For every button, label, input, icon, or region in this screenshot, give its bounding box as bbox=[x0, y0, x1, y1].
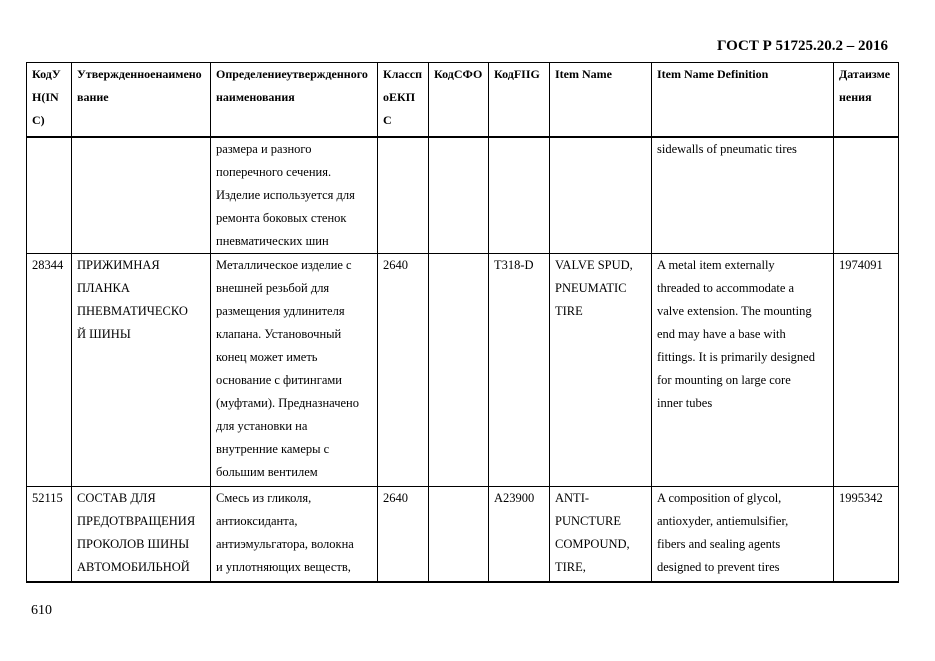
table-row bbox=[27, 137, 899, 254]
cell-text-line: A metal item externally bbox=[657, 257, 775, 272]
cell-text-line: A23900 bbox=[494, 490, 535, 505]
column-header-fiig-code bbox=[489, 63, 550, 137]
cell-item-name-definition bbox=[652, 486, 834, 582]
header-text-line: Код bbox=[32, 67, 52, 81]
cell-sfo-code bbox=[429, 253, 489, 486]
cell-text-line: и уплотняющих веществ, bbox=[216, 559, 351, 574]
cell-item-name-definition bbox=[652, 253, 834, 486]
cell-text-line: Й ШИНЫ bbox=[77, 326, 131, 341]
cell-text-line: 28344 bbox=[32, 257, 64, 272]
cell-change-date bbox=[834, 253, 899, 486]
header-text-line: Item Name bbox=[555, 67, 612, 81]
cell-approved-name bbox=[72, 486, 211, 582]
column-header-definition bbox=[211, 63, 378, 137]
cell-text-line: COMPOUND, bbox=[555, 536, 630, 551]
column-header-item-name bbox=[550, 63, 652, 137]
column-header-item-name-definition bbox=[652, 63, 834, 137]
cell-text-line: TIRE, bbox=[555, 559, 586, 574]
column-header-change-date bbox=[834, 63, 899, 137]
header-text-line: ЕКПС bbox=[383, 90, 416, 127]
cell-definition bbox=[211, 253, 378, 486]
cell-text-line: valve extension. The mounting bbox=[657, 303, 812, 318]
cell-text-line: пневматических шин bbox=[216, 233, 329, 248]
header-text-line: Класс bbox=[383, 67, 416, 81]
cell-text-line: ремонта боковых стенок bbox=[216, 210, 347, 225]
header-text-line: изменен bbox=[839, 67, 891, 104]
header-text-line: Код bbox=[494, 67, 514, 81]
cell-text-line: antioxyder, antiemulsifier, bbox=[657, 513, 789, 528]
cell-text-line: размещения удлинителя bbox=[216, 303, 345, 318]
header-text-line: наименования bbox=[216, 90, 295, 104]
header-text-line: наименование bbox=[77, 67, 202, 104]
cell-text-line: 1995342 bbox=[839, 490, 883, 505]
cell-text-line: fittings. It is primarily designed bbox=[657, 349, 815, 364]
cell-text-line: антиэмульгатора, волокна bbox=[216, 536, 354, 551]
cell-text-line: sidewalls of pneumatic tires bbox=[657, 141, 797, 156]
cell-item-name bbox=[550, 486, 652, 582]
cell-fiig-code bbox=[489, 486, 550, 582]
cell-text-line: ANTI- bbox=[555, 490, 590, 505]
header-text-line: УН bbox=[32, 67, 61, 104]
cell-text-line: TIRE bbox=[555, 303, 583, 318]
cell-text-line: Смесь из гликоля, bbox=[216, 490, 312, 505]
cell-text-line: threaded to accommodate a bbox=[657, 280, 795, 295]
cell-text-line: поперечного сечения. bbox=[216, 164, 332, 179]
cell-definition bbox=[211, 137, 378, 254]
header-text-line: Item Name Definition bbox=[657, 67, 769, 81]
cell-text-line: T318-D bbox=[494, 257, 534, 272]
header-text-line: FIIG bbox=[513, 67, 540, 81]
cell-text-line: ПЛАНКА bbox=[77, 280, 130, 295]
header-text-line: Определение bbox=[216, 67, 287, 81]
cell-text-line: 52115 bbox=[32, 490, 63, 505]
cell-text-line: (муфтами). Предназначено bbox=[216, 395, 359, 410]
header-text-line: по bbox=[383, 67, 423, 104]
cell-text-line: внешней резьбой для bbox=[216, 280, 330, 295]
cell-approved-name bbox=[72, 137, 211, 254]
cell-fiig-code bbox=[489, 253, 550, 486]
cell-inc-code bbox=[27, 253, 72, 486]
cell-text-line: размера и разного bbox=[216, 141, 312, 156]
column-header-ekps-class bbox=[378, 63, 429, 137]
column-header-inc-code bbox=[27, 63, 72, 137]
cell-text-line: inner tubes bbox=[657, 395, 713, 410]
header-text-line: утвержденного bbox=[286, 67, 368, 81]
classification-table bbox=[26, 62, 899, 583]
cell-text-line: 1974091 bbox=[839, 257, 883, 272]
cell-ekps-class bbox=[378, 486, 429, 582]
cell-ekps-class bbox=[378, 253, 429, 486]
header-text-line: СФО bbox=[453, 67, 483, 81]
cell-text-line: основание с фитингами bbox=[216, 372, 342, 387]
column-header-approved-name bbox=[72, 63, 211, 137]
cell-text-line: ПРОКОЛОВ ШИНЫ bbox=[77, 536, 190, 551]
cell-inc-code bbox=[27, 137, 72, 254]
cell-text-line: ПРИЖИМНАЯ bbox=[77, 257, 160, 272]
cell-change-date bbox=[834, 137, 899, 254]
header-text-line: Утвержденное bbox=[77, 67, 156, 81]
header-text-line: Код bbox=[434, 67, 454, 81]
cell-definition bbox=[211, 486, 378, 582]
cell-text-line: A composition of glycol, bbox=[657, 490, 782, 505]
table-row bbox=[27, 486, 899, 582]
cell-sfo-code bbox=[429, 137, 489, 254]
table-header-row bbox=[27, 63, 899, 137]
cell-text-line: for mounting on large core bbox=[657, 372, 791, 387]
cell-item-name bbox=[550, 137, 652, 254]
page-number: 610 bbox=[31, 603, 52, 618]
cell-text-line: Металлическое изделие с bbox=[216, 257, 352, 272]
cell-text-line: для установки на bbox=[216, 418, 308, 433]
header-text-line: (INC) bbox=[32, 90, 59, 127]
header-text-line: Дата bbox=[839, 67, 865, 81]
cell-text-line: end may have a base with bbox=[657, 326, 786, 341]
cell-text-line: антиоксиданта, bbox=[216, 513, 298, 528]
cell-change-date bbox=[834, 486, 899, 582]
cell-fiig-code bbox=[489, 137, 550, 254]
cell-text-line: PNEUMATIC bbox=[555, 280, 627, 295]
cell-item-name-definition bbox=[652, 137, 834, 254]
cell-text-line: клапана. Установочный bbox=[216, 326, 342, 341]
table-body bbox=[27, 137, 899, 583]
cell-text-line: большим вентилем bbox=[216, 464, 318, 479]
cell-text-line: designed to prevent tires bbox=[657, 559, 780, 574]
cell-text-line: внутренние камеры с bbox=[216, 441, 330, 456]
cell-sfo-code bbox=[429, 486, 489, 582]
cell-text-line: СОСТАВ ДЛЯ bbox=[77, 490, 156, 505]
column-header-sfo-code bbox=[429, 63, 489, 137]
cell-text-line: конец может иметь bbox=[216, 349, 318, 364]
cell-text-line: ПНЕВМАТИЧЕСКО bbox=[77, 303, 188, 318]
table-row bbox=[27, 253, 899, 486]
cell-ekps-class bbox=[378, 137, 429, 254]
cell-text-line: 2640 bbox=[383, 490, 408, 505]
cell-item-name bbox=[550, 253, 652, 486]
cell-text-line: fibers and sealing agents bbox=[657, 536, 781, 551]
document-standard-header: ГОСТ Р 51725.20.2 – 2016 bbox=[716, 38, 888, 54]
cell-text-line: VALVE SPUD, bbox=[555, 257, 633, 272]
cell-text-line: 2640 bbox=[383, 257, 408, 272]
header-text-line: ия bbox=[858, 90, 872, 104]
cell-text-line: АВТОМОБИЛЬНОЙ bbox=[77, 559, 190, 574]
cell-approved-name bbox=[72, 253, 211, 486]
cell-text-line: PUNCTURE bbox=[555, 513, 621, 528]
cell-text-line: ПРЕДОТВРАЩЕНИЯ bbox=[77, 513, 196, 528]
cell-inc-code bbox=[27, 486, 72, 582]
cell-text-line: Изделие используется для bbox=[216, 187, 355, 202]
